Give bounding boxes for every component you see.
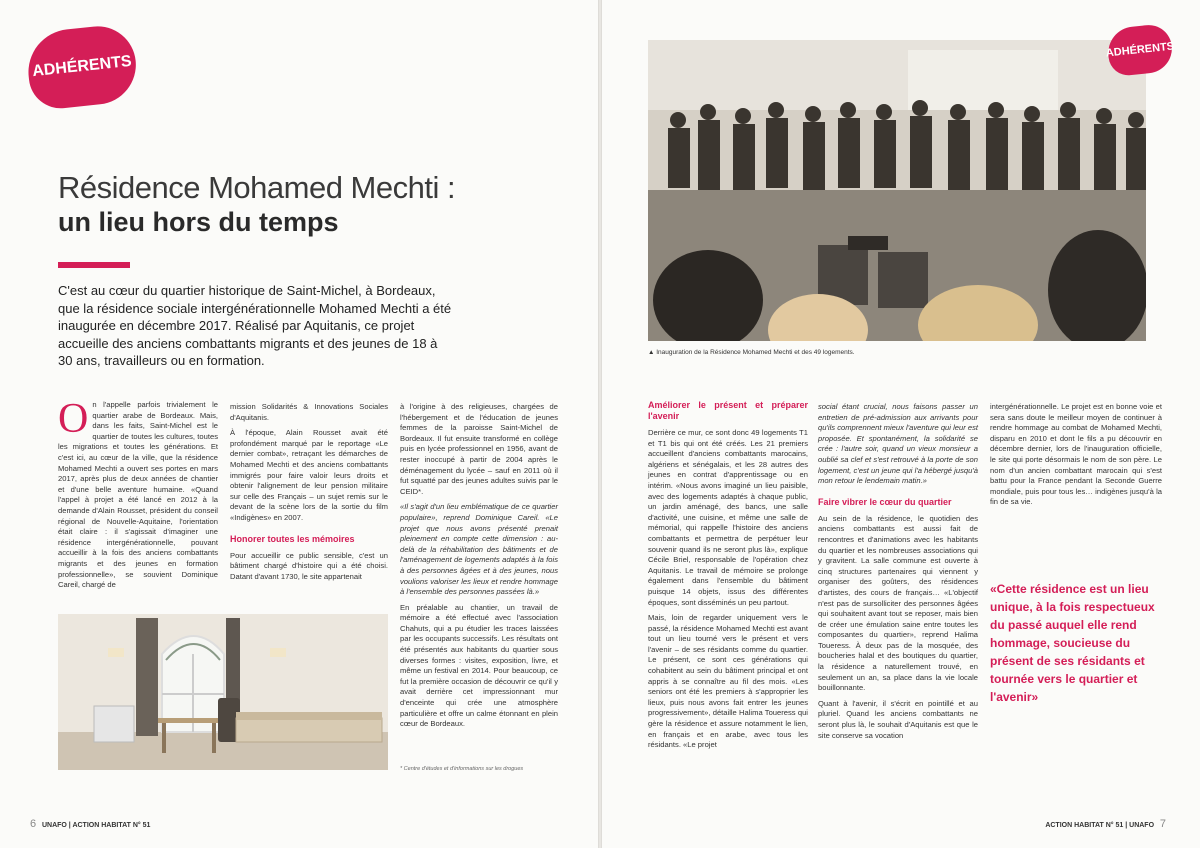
right-page <box>602 0 1200 848</box>
paragraph: Au sein de la résidence, le quotidien des anciens combattants est aussi fait de rencontres et d'animations avec les habitants du quartier et les nombreuses associations qui y gravitent. La salle commune est ouverte à cinq structures partenaires qui viennent y organiser des goûters, des résidences d'artistes, des cours de français… «L'objectif n'est pas de sursolliciter des personnes âgées qui souhaitent avant tout se reposer, mais bien de créer une émulation saine entre toutes les composantes du quartier», reprend Halima Toueress. À deux pas de la mosquée, des boucheries halal et des boutiques du quartier, la résidence a naturellement trouvé, en seulement un an, sa place dans la vie locale bouillonnante. <box>818 513 978 693</box>
paragraph: Mais, loin de regarder uniquement vers le passé, la résidence Mohamed Mechti est avant tout un lieu tourné vers le présent et vers l'avenir – de ses résidants comme du quartier. Le présent, ce sont ces générations qui cohabitent au sein du bâtiment principal et ont appris à se connaître au fil des mois. «Les seniors ont été les premiers à s'approprier les lieux, puis nous avons fait entrer les jeunes progressivement», détaille Halima Toueress qui gère la résidence et assure notamment le lien, en français et en arabe, avec tous les résidants. «Le projet <box>648 613 808 750</box>
section-heading: Améliorer le présent et préparer l'avenir <box>648 400 808 421</box>
paragraph: À l'époque, Alain Rousset avait été profondément marqué par le reportage «Le dernier combat», retraçant les démarches de Mohamed Mechti et des anciens combattants immigrés pour faire valoir leurs droits et obtenir l'alignement de leur pension militaire sur celle des Français – un sujet remis sur le devant de la scène lors de la sortie du film «Indigènes» en 2007. <box>230 428 388 522</box>
section-heading: Faire vibrer le cœur du quartier <box>818 496 952 507</box>
folio-text: UNAFO | ACTION HABITAT N° 51 <box>41 822 151 829</box>
paragraph: intergénérationnelle. Le projet est en bonne voie et sera sans doute le meilleur moyen de continuer à rendre hommage au combat de Mohamed Mechti, disparu en 2010 et dont le fils a pu découvrir en décembre dernier, lors de l'inauguration officielle, le site qui porte désormais le nom de son père. Le nom d'un ancien combattant marocain qui s'est battu pour la France pendant la Seconde Guerre mondiale, puis pour tous les… indigènes jusqu'à la fin de sa vie. <box>990 402 1162 507</box>
paragraph: mission Solidarités & Innovations Sociales d'Aquitanis. <box>230 402 388 422</box>
photo-caption: ▲ Inauguration de la Résidence Mohamed Mechti et des 49 logements. <box>648 349 855 356</box>
page-number: 7 <box>1159 818 1166 830</box>
text-column-6 <box>990 402 1162 513</box>
inauguration-photo <box>648 40 1146 341</box>
text-column-3 <box>400 402 558 735</box>
text-column-2 <box>230 402 388 587</box>
paragraph: Quant à l'avenir, il s'écrit en pointillé et au pluriel. Quand les anciens combattants ne seront plus là, le souhait d'Aquitanis est que le site conserve sa vocation <box>818 698 978 740</box>
paragraph: Derrière ce mur, ce sont donc 49 logements T1 et T1 bis qui ont été créés. Les 21 premiers accueillent d'anciens combattants marocains, algériens et sénégalais, et les 28 autres des jeunes en contrat d'apprentissage ou en intérim. «Nous avons imaginé un lieu paisible, avec des logements adaptés à chaque public, un jardin aménagé, des bancs, une salle d'activité, une cuisine, et même une salle de mémorial, qui rappelle l'histoire des anciens combattants et permettra de perpétuer leur souvenir quand ils ne seront plus là», explique Cécile Briel, responsable de l'opération chez Aquitanis. Le travail de mémoire se prolonge également dans l'ensemble du bâtiment puisque 14 objets, issus des différentes époques, sont disséminés un peu partout. <box>648 428 808 607</box>
pull-quote: «Cette résidence est un lieu unique, à la fois respectueux du passé auquel elle rend hommage, soucieuse du présent de ses résidants et tournée vers le quartier et l'avenir» <box>990 582 1155 704</box>
text-column-1 <box>58 396 218 596</box>
text-column-4 <box>648 400 808 756</box>
room-photo <box>58 614 388 770</box>
folio-right <box>1045 818 1166 830</box>
intro-paragraph: C'est au cœur du quartier historique de Saint-Michel, à Bordeaux, que la résidence sociale intergénérationnelle Mohamed Mechti a été inaugurée en décembre 2017. Réalisé par Aquitanis, ce projet accueille des anciens combattants migrants et des jeunes de 18 à 30 ans, travailleurs ou en formation. <box>58 283 452 368</box>
paragraph: n l'appelle parfois trivialement le quartier arabe de Bordeaux. Mais, dans les faits, Saint-Michel est le quartier de toutes les cultures, toutes les migrations et toutes les générations. Et c'est ici, au cœur de la ville, que la résidence Mohamed Mechti a ouvert ses portes en mars 2017, après plus de deux années de chantier et d'une belle aventure humaine. «Quand l'appel à projet a été lancé en 2012 à la demande d'Alain Rousset, président du conseil régional de Nouvelle-Aquitaine, l'orientation était claire : il s'agissait d'imaginer une résidence intergénérationnelle, pouvant accueillir à la fois des anciens combattants migrants et des jeunes en formation professionnelle», se souvient Dominique Careil, chargé de <box>58 400 218 590</box>
crowd-illustration <box>648 40 1146 341</box>
article-title: Résidence Mohamed Mechti : <box>58 170 456 205</box>
section-heading: Honorer toutes les mémoires <box>230 533 355 544</box>
page-number: 6 <box>30 818 37 830</box>
room-illustration <box>58 614 388 770</box>
paragraph: à l'origine à des religieuses, chargées de l'hébergement et de l'éducation de jeunes femmes de la paroisse Saint-Michel de Bordeaux. Il fut ensuite transformé en collège puis en lycée professionnel en 1956, avant de rester inoccupé à partir de 2004 après le déménagement du lycée – sauf en 2011 où il fut squatté par des jeunes adultes suivis par le CEID*. <box>400 402 558 496</box>
paragraph: Pour accueillir ce public sensible, c'est un bâtiment chargé d'histoire qui a été choisi. Datant d'avant 1730, le site appartenait <box>230 550 388 581</box>
text-column-5 <box>818 402 978 746</box>
folio-text: ACTION HABITAT N° 51 | UNAFO <box>1045 822 1155 829</box>
left-page <box>0 0 598 848</box>
section-badge: ADHÉRENTS <box>1106 23 1175 77</box>
folio-left <box>30 818 150 830</box>
article-subtitle: un lieu hors du temps <box>58 207 339 237</box>
dropcap: O <box>58 396 89 442</box>
paragraph: «Il s'agit d'un lieu emblématique de ce quartier populaire», reprend Dominique Careil. «Le projet que nous avons présenté prenait pleinement en compte cette dimension : au-delà de la réhabilitation des bâtiments et de l'aménagement de logements adaptés à la fois à des personnes âgées et à des jeunes, nous voulions valoriser les lieux et rendre hommage à l'ensemble des personnes passées là.» <box>400 502 558 597</box>
paragraph: En préalable au chantier, un travail de mémoire a été effectué avec l'association Chahuts, qui a pu étudier les traces laissées par les occupants successifs. Les résultats ont été présentés aux habitants du quartier sous diverses formes : visites, exposition, livre, et même un festival en 2014. Pour beaucoup, ce fut la première occasion de découvrir ce qu'il y avait derrière cet impressionnant mur d'enceinte qui crée une atmosphère particulière et offre un calme étonnant en plein cœur de Bordeaux. <box>400 602 558 729</box>
section-badge: ADHÉRENTS <box>24 23 140 112</box>
paragraph: social étant crucial, nous faisons passer un entretien de pré-admission aux arrivants pour qu'ils comprennent mieux l'aventure qui leur est proposée. Et spontanément, la solidarité se crée : l'autre soir, quand un vieux monsieur a oublié sa clef et s'est retrouvé à la porte de son logement, c'est un jeune qui l'a hébergé jusqu'à mon retour le lendemain matin.» <box>818 402 978 486</box>
title-rule <box>58 262 130 268</box>
footnote: * Centre d'études et d'informations sur les drogues <box>400 766 524 772</box>
